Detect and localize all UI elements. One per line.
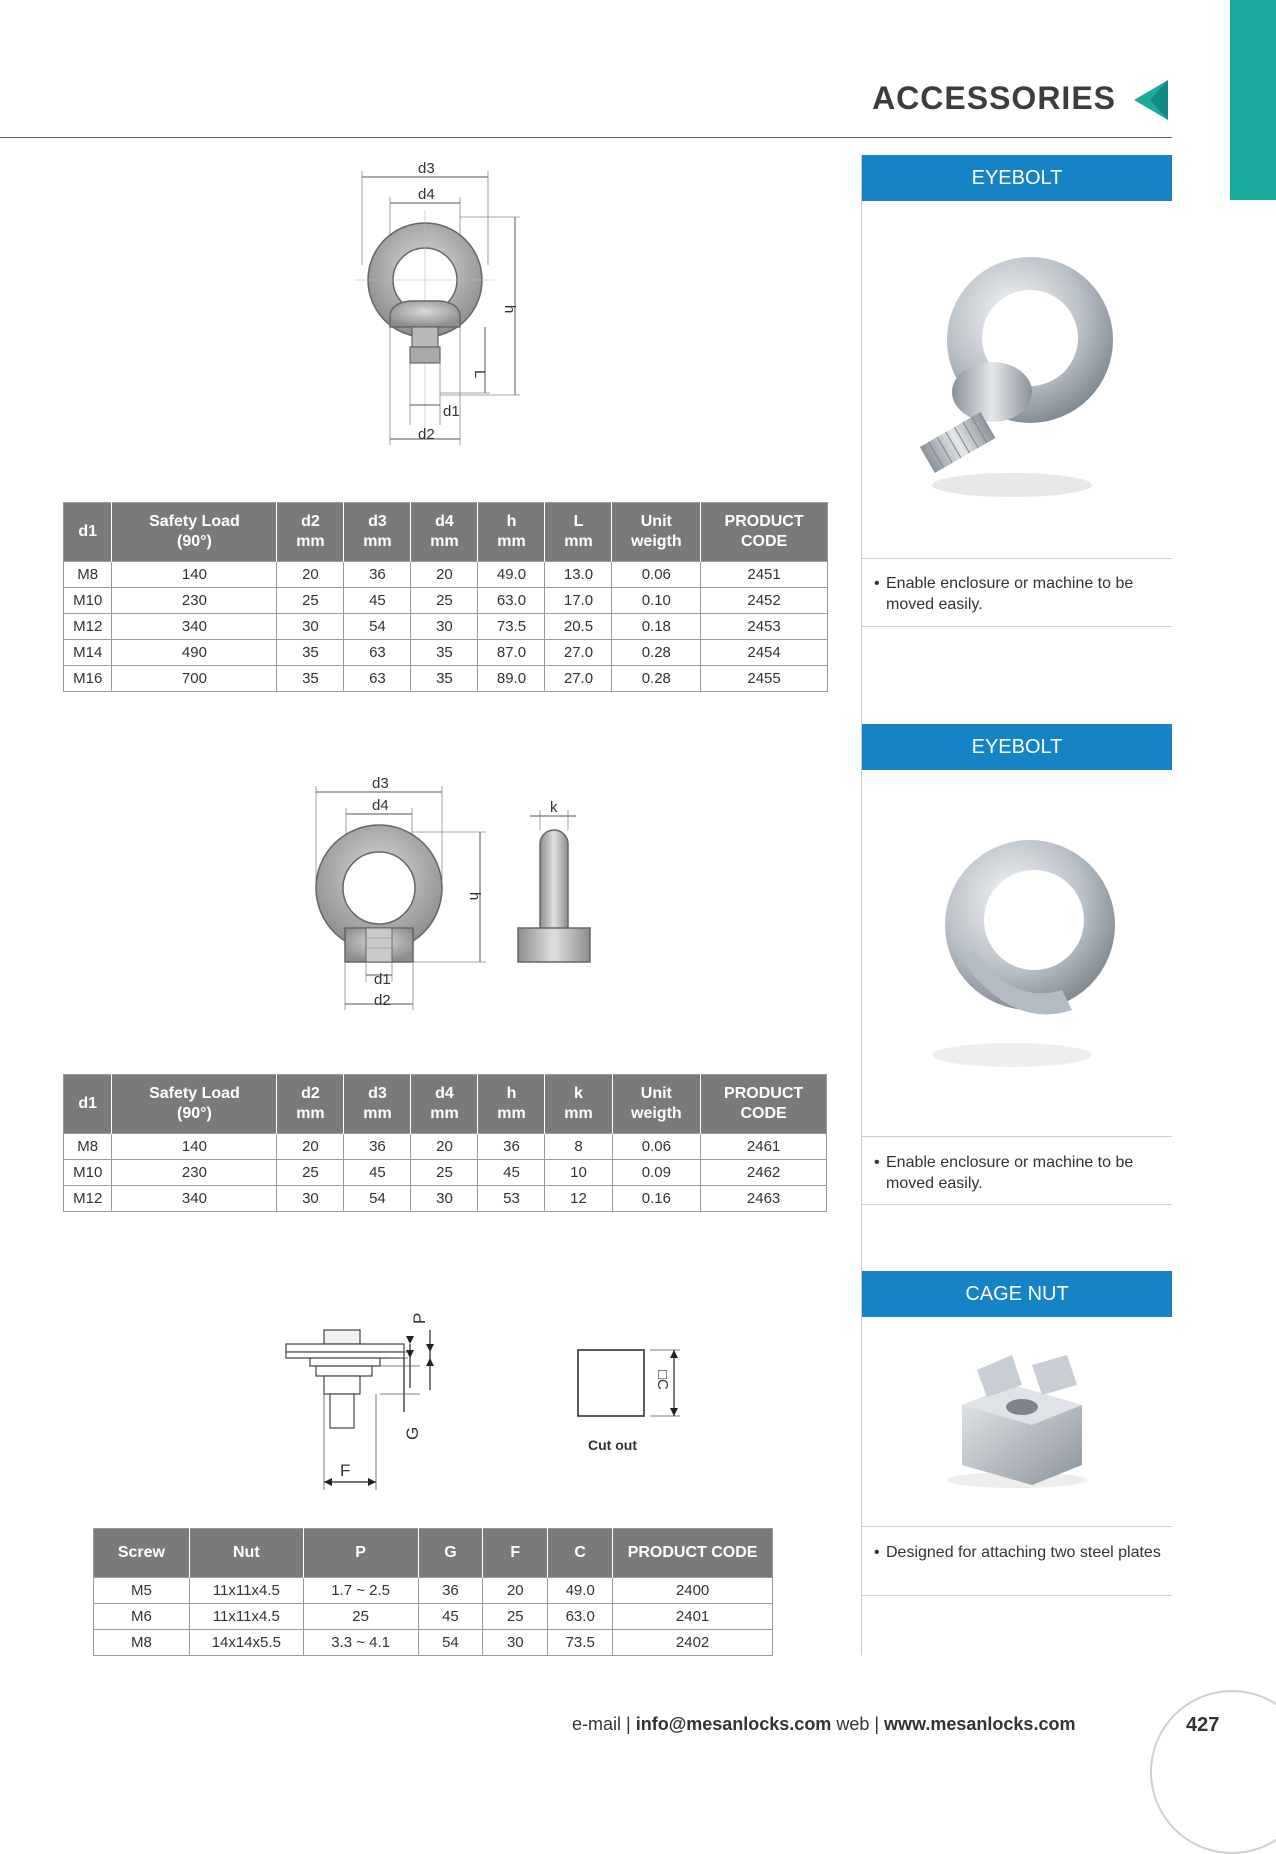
column-header-line1: Safety Load	[149, 513, 240, 530]
column-header	[277, 1075, 344, 1134]
column-header-line2: CODE	[740, 1105, 787, 1122]
cage-nut-drawing	[280, 1300, 700, 1505]
table-cell: 36	[344, 1134, 411, 1160]
table-cell: M8	[64, 562, 112, 588]
column-header	[478, 503, 545, 562]
table-cell: 10	[545, 1160, 612, 1186]
card-divider	[862, 1136, 1172, 1137]
table-row	[64, 1134, 827, 1160]
column-header-line1: d1	[78, 1095, 98, 1112]
table-cell: 30	[411, 614, 478, 640]
card-eyebolt-2-description	[874, 1152, 1164, 1194]
section-header	[872, 78, 1170, 128]
table-cell: 25	[411, 588, 478, 614]
column-header-line1: d3	[368, 513, 387, 530]
card-cage-nut-description	[874, 1542, 1164, 1563]
table-cell: 25	[277, 1160, 344, 1186]
table-cell: 30	[483, 1630, 548, 1656]
table-cell: M5	[94, 1578, 190, 1604]
table-cell: 87.0	[478, 640, 545, 666]
column-header-line1: d4	[435, 513, 454, 530]
column-header	[411, 503, 478, 562]
table-cell: 35	[277, 666, 344, 692]
cage-nut-table	[93, 1528, 773, 1656]
table-row	[64, 1160, 827, 1186]
table-cell: 3.3 ~ 4.1	[303, 1630, 418, 1656]
column-header-line2: mm	[564, 1105, 593, 1122]
table-cell: 54	[344, 614, 411, 640]
column-header-line2: (90°)	[177, 533, 212, 550]
table-cell: M8	[64, 1134, 112, 1160]
table-cell: M10	[64, 588, 112, 614]
column-header	[545, 1075, 612, 1134]
dim-F-label: F	[340, 1461, 351, 1480]
column-header-line1: Unit	[640, 1085, 672, 1102]
table-cell: 700	[112, 666, 277, 692]
eyebolt-drawing-1	[350, 155, 540, 450]
column-header-line2: mm	[363, 1105, 392, 1122]
column-header-line2: mm	[296, 533, 325, 550]
table-cell: 35	[277, 640, 344, 666]
table-row	[64, 562, 828, 588]
table-cell: 35	[411, 640, 478, 666]
email-label: e-mail |	[572, 1714, 631, 1734]
table-cell: 25	[411, 1160, 478, 1186]
column-header	[112, 503, 277, 562]
table-row	[64, 614, 828, 640]
table-cell: 63	[344, 640, 411, 666]
table-row	[94, 1578, 773, 1604]
dim-d3-label: d3	[372, 775, 389, 792]
table-cell: 17.0	[545, 588, 612, 614]
table-cell: 2452	[701, 588, 828, 614]
table-cell: 49.0	[548, 1578, 613, 1604]
column-header-line1: d4	[435, 1085, 454, 1102]
column-header-line2: mm	[497, 1105, 526, 1122]
table-cell: 14x14x5.5	[189, 1630, 303, 1656]
bullet-icon: •	[874, 575, 880, 592]
column-header: C	[548, 1529, 613, 1578]
column-header-line2: mm	[564, 533, 593, 550]
table-cell: 2400	[613, 1578, 773, 1604]
bullet-icon: •	[874, 1544, 880, 1561]
table-cell: 8	[545, 1134, 612, 1160]
column-header: P	[303, 1529, 418, 1578]
table-header-row	[64, 1075, 827, 1134]
table-cell: 11x11x4.5	[189, 1578, 303, 1604]
card-divider	[862, 626, 1172, 627]
column-header: F	[483, 1529, 548, 1578]
table-cell: 230	[112, 588, 277, 614]
table-cell: 2462	[701, 1160, 827, 1186]
table-cell: 2451	[701, 562, 828, 588]
table-cell: 54	[418, 1630, 483, 1656]
column-header-line1: L	[573, 513, 584, 530]
table-cell: M12	[64, 614, 112, 640]
card-eyebolt-1-text: Enable enclosure or machine to be moved easily.	[886, 575, 1134, 613]
table-cell: 0.10	[612, 588, 701, 614]
cutout-label: Cut out	[588, 1437, 637, 1453]
column-header: G	[418, 1529, 483, 1578]
column-header-line2: mm	[296, 1105, 325, 1122]
table-cell: 27.0	[545, 666, 612, 692]
card-eyebolt-2-title: EYEBOLT	[862, 724, 1172, 770]
card-divider	[862, 1526, 1172, 1527]
email-link[interactable]: info@mesanlocks.com	[635, 1714, 832, 1734]
table-cell: 2461	[701, 1134, 827, 1160]
column-header	[64, 1075, 112, 1134]
table-cell: 20	[411, 1134, 478, 1160]
table-cell: 2453	[701, 614, 828, 640]
table-cell: 35	[411, 666, 478, 692]
column-header-line1: PRODUCT	[724, 513, 804, 530]
table-cell: M8	[94, 1630, 190, 1656]
table-cell: 89.0	[478, 666, 545, 692]
dim-d1-label: d1	[374, 971, 391, 988]
card-divider	[862, 558, 1172, 559]
table-cell: 63	[344, 666, 411, 692]
table-cell: 73.5	[548, 1630, 613, 1656]
column-header-line1: Safety Load	[149, 1085, 240, 1102]
table-cell: 0.28	[612, 666, 701, 692]
table-cell: M12	[64, 1186, 112, 1212]
table-cell: 30	[411, 1186, 478, 1212]
column-header-line1: PRODUCT	[724, 1085, 804, 1102]
column-header-line2: CODE	[740, 533, 788, 550]
table-cell: 13.0	[545, 562, 612, 588]
column-header-line1: d3	[368, 1085, 387, 1102]
column-header-line1: d2	[301, 1085, 320, 1102]
table-cell: 11x11x4.5	[189, 1604, 303, 1630]
header-rule	[0, 137, 1172, 138]
table-cell: 36	[478, 1134, 545, 1160]
column-header: Nut	[189, 1529, 303, 1578]
column-header-line2: weigth	[630, 533, 682, 550]
column-header	[612, 1075, 701, 1134]
dim-k-label: k	[550, 799, 558, 816]
table-cell: 27.0	[545, 640, 612, 666]
column-header	[701, 503, 828, 562]
page-number: 427	[1186, 1714, 1220, 1736]
column-header	[545, 503, 612, 562]
table-cell: 20	[277, 562, 344, 588]
column-header	[701, 1075, 827, 1134]
table-cell: M14	[64, 640, 112, 666]
column-header-line1: Unit	[640, 513, 672, 530]
eyebolt-table-1	[63, 502, 828, 692]
dim-C-label: □C	[654, 1370, 671, 1390]
table-cell: 12	[545, 1186, 612, 1212]
table-cell: 73.5	[478, 614, 545, 640]
table-row	[64, 666, 828, 692]
column-header	[277, 503, 344, 562]
column-header	[64, 503, 112, 562]
table-cell: 340	[112, 1186, 277, 1212]
table-cell: 0.16	[612, 1186, 701, 1212]
table-cell: 45	[344, 1160, 411, 1186]
table-cell: 490	[112, 640, 277, 666]
table-row	[94, 1604, 773, 1630]
column-header-line1: d1	[78, 523, 98, 540]
card-cage-nut-text: Designed for attaching two steel plates	[886, 1544, 1161, 1561]
section-tab-strip	[1230, 0, 1276, 200]
table-cell: 53	[478, 1186, 545, 1212]
triangle-arrow-icon	[1130, 78, 1170, 122]
dim-h-label: h	[501, 305, 518, 314]
table-cell: 45	[418, 1604, 483, 1630]
table-cell: 20	[411, 562, 478, 588]
column-header-line1: h	[506, 513, 517, 530]
table-cell: M6	[94, 1604, 190, 1630]
card-divider	[862, 1204, 1172, 1205]
table-cell: 2455	[701, 666, 828, 692]
column-header-line1: k	[574, 1085, 583, 1102]
web-link[interactable]: www.mesanlocks.com	[884, 1714, 1076, 1734]
table-cell: 36	[418, 1578, 483, 1604]
table-cell: 0.09	[612, 1160, 701, 1186]
table-row	[64, 1186, 827, 1212]
table-cell: 2402	[613, 1630, 773, 1656]
table-cell: 20	[277, 1134, 344, 1160]
table-cell: 63.0	[548, 1604, 613, 1630]
table-cell: 340	[112, 614, 277, 640]
table-cell: 140	[112, 1134, 277, 1160]
table-header-row	[94, 1529, 773, 1578]
table-cell: 30	[277, 1186, 344, 1212]
section-title: ACCESSORIES	[872, 80, 1116, 116]
dim-d3-label: d3	[418, 160, 435, 177]
table-cell: 36	[344, 562, 411, 588]
card-divider	[862, 1595, 1172, 1596]
table-cell: 25	[483, 1604, 548, 1630]
table-cell: 0.28	[612, 640, 701, 666]
table-cell: M10	[64, 1160, 112, 1186]
column-header-line2: mm	[430, 1105, 459, 1122]
table-row	[94, 1630, 773, 1656]
card-eyebolt-1-title: EYEBOLT	[862, 155, 1172, 201]
dim-d2-label: d2	[418, 426, 435, 443]
card-eyebolt-1-description	[874, 573, 1164, 615]
column-header: Screw	[94, 1529, 190, 1578]
dim-h-label: h	[466, 892, 483, 901]
eyenut-photo	[862, 780, 1172, 1120]
eyebolt-table-2	[63, 1074, 827, 1212]
table-cell: 230	[112, 1160, 277, 1186]
dim-d4-label: d4	[372, 797, 389, 814]
dim-P-label: P	[410, 1312, 429, 1324]
column-header-line2: mm	[430, 533, 459, 550]
dim-d4-label: d4	[418, 186, 435, 203]
table-cell: 0.18	[612, 614, 701, 640]
table-cell: 45	[478, 1160, 545, 1186]
table-cell: 25	[303, 1604, 418, 1630]
column-header-line2: (90°)	[177, 1105, 212, 1122]
table-cell: 45	[344, 588, 411, 614]
table-cell: 2463	[701, 1186, 827, 1212]
table-header-row	[64, 503, 828, 562]
dim-L-label: L	[471, 370, 488, 379]
column-header	[612, 503, 701, 562]
table-cell: 20	[483, 1578, 548, 1604]
column-header	[344, 1075, 411, 1134]
card-eyebolt-2-text: Enable enclosure or machine to be moved easily.	[886, 1154, 1134, 1192]
column-header	[411, 1075, 478, 1134]
bullet-icon: •	[874, 1154, 880, 1171]
dim-G-label: G	[403, 1426, 422, 1440]
footer-contact	[572, 1714, 1075, 1735]
web-label: web |	[836, 1714, 880, 1734]
dim-d1-label: d1	[443, 403, 460, 420]
column-header	[478, 1075, 545, 1134]
column-header	[112, 1075, 277, 1134]
eyebolt-photo-1	[862, 210, 1172, 550]
card-cage-nut-title: CAGE NUT	[862, 1271, 1172, 1317]
table-cell: 140	[112, 562, 277, 588]
column-header-line2: mm	[497, 533, 526, 550]
table-cell: 2454	[701, 640, 828, 666]
table-cell: M16	[64, 666, 112, 692]
table-cell: 20.5	[545, 614, 612, 640]
column-header: PRODUCT CODE	[613, 1529, 773, 1578]
table-row	[64, 588, 828, 614]
table-cell: 49.0	[478, 562, 545, 588]
table-cell: 63.0	[478, 588, 545, 614]
table-cell: 2401	[613, 1604, 773, 1630]
table-cell: 25	[277, 588, 344, 614]
column-header-line1: d2	[301, 513, 320, 530]
column-header-line1: h	[506, 1085, 517, 1102]
column-header-line2: mm	[363, 533, 392, 550]
column-header-line2: weigth	[631, 1105, 682, 1122]
table-row	[64, 640, 828, 666]
dim-d2-label: d2	[374, 992, 391, 1009]
table-cell: 1.7 ~ 2.5	[303, 1578, 418, 1604]
table-cell: 30	[277, 614, 344, 640]
cage-nut-photo	[862, 1325, 1172, 1515]
column-header	[344, 503, 411, 562]
table-cell: 54	[344, 1186, 411, 1212]
eyenut-drawing	[300, 770, 600, 1025]
table-cell: 0.06	[612, 562, 701, 588]
table-cell: 0.06	[612, 1134, 701, 1160]
